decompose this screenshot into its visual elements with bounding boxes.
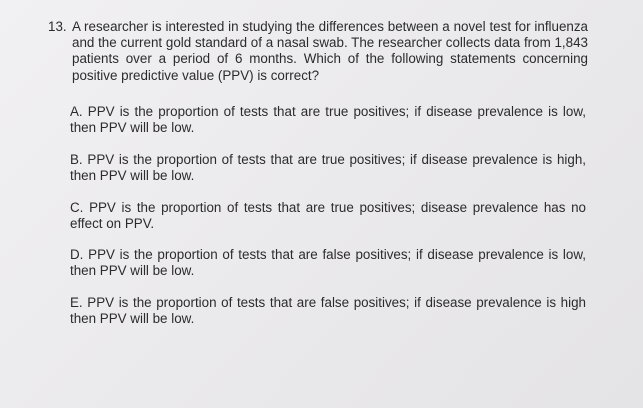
- option-text: PPV is the proportion of tests that are true positives; if disease prevalence is high, then PPV will be low.: [70, 152, 586, 184]
- option-letter: E.: [70, 295, 83, 310]
- answer-option-d[interactable]: [70, 247, 586, 279]
- option-letter: A.: [70, 104, 83, 119]
- answer-option-b[interactable]: [70, 152, 586, 184]
- answer-option-e[interactable]: [70, 295, 586, 327]
- question-stem: [48, 19, 588, 84]
- question-number: 13.: [48, 19, 67, 34]
- option-letter: D.: [70, 247, 84, 262]
- option-letter: B.: [70, 152, 83, 167]
- answer-option-c[interactable]: [70, 200, 586, 232]
- option-text: PPV is the proportion of tests that are true positives; if disease prevalence is low, then PPV will be low.: [70, 104, 586, 136]
- answer-option-a[interactable]: [70, 104, 586, 136]
- option-text: PPV is the proportion of tests that are true positives; disease prevalence has no effect on PPV.: [70, 200, 586, 232]
- option-text: PPV is the proportion of tests that are false positives; if disease prevalence is high then PPV will be low.: [70, 295, 586, 327]
- option-letter: C.: [70, 200, 84, 215]
- option-text: PPV is the proportion of tests that are false positives; if disease prevalence is low, then PPV will be low.: [70, 247, 586, 279]
- question-text: A researcher is interested in studying the differences between a novel test for influenza and the current gold standard of a nasal swab. The researcher collects data from 1,843 patients over a period of 6 months. Which of the following statements concerning positive predictive value (PPV) is correct?: [72, 19, 588, 83]
